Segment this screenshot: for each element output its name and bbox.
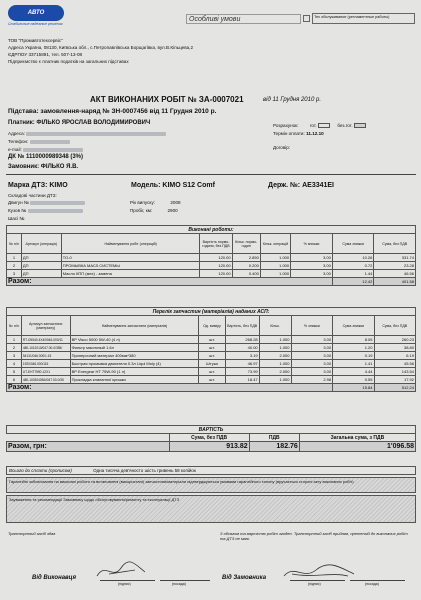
customer-sign-label: Від Замовника xyxy=(222,575,267,581)
noncash-label: без.гот. xyxy=(337,123,353,128)
works-total: 401.58 xyxy=(374,278,416,286)
cell: UT-EHT7590-12X1 xyxy=(21,368,70,376)
works-table xyxy=(6,225,416,286)
table-row xyxy=(7,360,416,368)
cell: 1.000 xyxy=(259,336,291,344)
plate-value: AE3341EI xyxy=(302,182,335,189)
cell: 18.47 xyxy=(225,376,259,384)
deadline-label: Термін оплати: xyxy=(273,131,305,136)
cell: ДП xyxy=(21,262,61,270)
company-address: Адреса Україна, 08130, Київська обл., с.Петропавлівська Борщагівка, вул.В.Кільцева,2 xyxy=(8,45,194,50)
cell: 1.20 xyxy=(333,344,374,352)
cell: 2.000 xyxy=(259,368,291,376)
cell: ТО-0 xyxy=(61,254,200,262)
payer-email-label: e-mail: xyxy=(8,147,22,152)
table-row xyxy=(7,254,416,262)
cell: 268.28 xyxy=(225,336,259,344)
email-redacted xyxy=(23,148,83,152)
works-col-rate: Вартість нормо-години, без ПДВ xyxy=(200,234,232,254)
works-total-label: Разом: xyxy=(7,278,333,286)
cell: RT-O5540-4X4/0046-000/11 xyxy=(21,336,70,344)
cell: 0.200 xyxy=(232,262,260,270)
cell: 1.44 xyxy=(332,270,374,278)
parts-col-sum: Сума, без ПДВ xyxy=(374,316,416,336)
remarks-box xyxy=(6,495,416,523)
cell: 0.19 xyxy=(333,352,374,360)
works-col-article: Артикул (операція) xyxy=(21,234,61,254)
table-row xyxy=(7,352,416,360)
deadline-value: 11.12.10 xyxy=(306,131,324,136)
cell: 1 xyxy=(7,336,22,344)
acceptance-note: З обсягом та вартістю робіт згоден. Транспортний засіб прийняв, претензій до виконаних робіт та ДТЗ не маю. xyxy=(220,531,408,541)
table-row xyxy=(7,270,416,278)
payer-phone-label: Телефон: xyxy=(8,139,29,144)
cell: 3.00 xyxy=(291,368,333,376)
cell: шт. xyxy=(199,376,225,384)
year-value: 2008 xyxy=(170,200,181,205)
executor-label: Від Виконавця xyxy=(32,575,77,581)
act-basis: Підстава: замовлення-наряд № ЗН-0007456 від 11 Грудня 2010 р. xyxy=(8,108,217,115)
divider xyxy=(6,174,416,175)
brand-label: Марка ДТЗ: xyxy=(8,182,48,189)
table-row xyxy=(7,262,416,270)
cell: 6.19 xyxy=(374,352,416,360)
company-block xyxy=(8,37,193,65)
cell: 260.23 xyxy=(374,336,416,344)
cell: Прокладка клапанної кришки xyxy=(70,376,199,384)
cell: 1.000 xyxy=(260,254,290,262)
parts-col-qty: Кільк. xyxy=(259,316,291,336)
cell: 6 xyxy=(7,376,22,384)
cost-col-vat: ПДВ xyxy=(249,434,299,442)
act-date: від 11 Грудня 2010 р. xyxy=(263,97,321,103)
cell: 3.00 xyxy=(291,352,333,360)
in-words-label: Всього до сплати (прописом) xyxy=(9,468,72,473)
payer-name: ФІЛЬКО ЯРОСЛАВ ВОЛОДИМИРОВИЧ xyxy=(36,120,151,126)
warranty-note: Гарантійні зобов'язання на виконані роботи та встановлені (використані) запчастини/матеріали підтверджуються умовами гарантійного талону (вручається стороні акту виконаних робіт) xyxy=(6,477,416,493)
works-col-num: № п/п xyxy=(7,234,22,254)
cell: шт. xyxy=(199,352,225,360)
cost-col-sum: Сума, без ПДВ xyxy=(169,434,249,442)
parts-col-article: Артикул запчастини (матеріалу) xyxy=(21,316,70,336)
table-row xyxy=(7,368,416,376)
cell: 8.05 xyxy=(333,336,374,344)
cell: 3.00 xyxy=(291,270,333,278)
cell: 120.00 xyxy=(200,270,232,278)
special-conditions: Особливі умови xyxy=(186,14,301,24)
executor-position-caption: (посада) xyxy=(172,582,186,586)
engine-redacted xyxy=(30,201,85,205)
cost-col-grand: Загальна сума, з ПДВ xyxy=(299,434,415,442)
parts-col-unit: Од. виміру xyxy=(199,316,225,336)
cell: 1.000 xyxy=(259,376,291,384)
cell: 23.28 xyxy=(374,262,416,270)
cell: 0.55 xyxy=(333,376,374,384)
executor-position-line[interactable] xyxy=(160,580,210,581)
table-row xyxy=(7,344,416,352)
parts-section-title: Перелік запчастин (матеріалів) наданих АСП: xyxy=(7,308,416,316)
cell: шт. xyxy=(199,336,225,344)
cell: 1.000 xyxy=(260,262,290,270)
customer-label: Замовник: xyxy=(8,164,40,170)
works-col-sum: Сума, без ПДВ xyxy=(374,234,416,254)
cash-checkbox[interactable] xyxy=(318,123,330,128)
cost-sum: 913.82 xyxy=(169,442,249,452)
year-label: Рік випуску: xyxy=(130,200,156,205)
cell: Проперочний матеріал 400мм*380 xyxy=(70,352,199,360)
executor-sign-caption: (підпис) xyxy=(118,582,131,586)
cell: 4 xyxy=(7,360,22,368)
body-redacted xyxy=(28,209,83,213)
works-col-ops: Кільк. операцій xyxy=(260,234,290,254)
parts-total-row xyxy=(7,384,416,392)
parts-table xyxy=(6,307,416,392)
cell: шт. xyxy=(199,368,225,376)
cost-total-label: Разом, грн: xyxy=(7,442,170,452)
cell: 3.00 xyxy=(291,344,333,352)
cell: 1.000 xyxy=(259,344,291,352)
cell: 3.00 xyxy=(291,336,333,344)
cell: 3 xyxy=(7,270,22,278)
customer-signature-icon xyxy=(282,562,357,582)
model-label: Модель: xyxy=(131,182,161,189)
in-words-value: Одна тисяча дев'яносто шість гривень 58 копійок xyxy=(93,468,196,473)
cell: Фильтр масляный 1.6л xyxy=(70,344,199,352)
cell: BP Visco 5000 5W-40 (4 л) xyxy=(70,336,199,344)
cell: Быстрая промывка двигателя 0.3л Liqui Moly (4) xyxy=(70,360,199,368)
cell: 2.98 xyxy=(291,376,333,384)
cell: 1.000 xyxy=(260,270,290,278)
cell: 17.92 xyxy=(374,376,416,384)
cost-table xyxy=(6,425,416,452)
settlement-label: Розрахунок: xyxy=(273,123,299,128)
customer-name: ФІЛЬКО Я.В. xyxy=(40,164,79,170)
works-section-title: Виконані роботи: xyxy=(7,226,416,234)
noncash-checkbox[interactable] xyxy=(354,123,366,128)
works-col-discount-pct: % знижки xyxy=(291,234,333,254)
cell: 143.54 xyxy=(374,368,416,376)
customer-position-line[interactable] xyxy=(350,580,405,581)
cell: ДП xyxy=(21,254,61,262)
cell: 3.19 xyxy=(225,352,259,360)
cell: 120.00 xyxy=(200,262,232,270)
parts-col-discount-pct: % знижки xyxy=(291,316,333,336)
cell: 3.00 xyxy=(291,360,333,368)
cell: 0.72 xyxy=(332,262,374,270)
cell: 46.97 xyxy=(225,360,259,368)
cell: 1.000 xyxy=(259,360,291,368)
company-taxpayer: Підприємство є платник податків на загальних підставах xyxy=(8,59,129,64)
cell: 2.000 xyxy=(259,352,291,360)
cell: 2 xyxy=(7,344,22,352)
cell: 480-1003040BA/047.00-0/35 xyxy=(21,376,70,384)
parts-col-price: Вартість, без ПДВ xyxy=(225,316,259,336)
cell: 5 xyxy=(7,368,22,376)
phone-redacted xyxy=(30,140,70,144)
cash-label: гот. xyxy=(309,123,317,128)
plate-label: Держ. №: xyxy=(268,182,301,189)
cell: 1.41 xyxy=(333,360,374,368)
cell: 1 xyxy=(7,254,22,262)
mileage-label: Пробіг, км: xyxy=(130,208,153,213)
cost-grand-total: 1'096.58 xyxy=(299,442,415,452)
cell: 3.00 xyxy=(291,262,333,270)
parts-col-name: Найменування запчастини (матеріалів) xyxy=(70,316,199,336)
cell: 331.74 xyxy=(374,254,416,262)
cell: 1920/046.000/115 xyxy=(21,360,70,368)
contract-label: Договір: xyxy=(273,145,291,150)
cell: 480-1012010/047.00-0/355/ xyxy=(21,344,70,352)
cell: 46.56 xyxy=(374,270,416,278)
works-col-discount-sum: Сума знижки xyxy=(332,234,374,254)
brand-value: KIMO xyxy=(49,182,68,189)
address-redacted xyxy=(26,132,166,136)
works-col-name: Найменування робіт (операцій) xyxy=(61,234,200,254)
executor-signature-icon xyxy=(95,558,150,582)
cell: 10.26 xyxy=(332,254,374,262)
cell: 4.44 xyxy=(333,368,374,376)
logo-subtitle: Стабильные надежные решения xyxy=(8,22,63,26)
cell: Масло КПП (мех) - замена xyxy=(61,270,200,278)
transport-handed-label: Транспортний засіб здав xyxy=(8,531,56,536)
parts-total-label: Разом: xyxy=(7,384,333,392)
discount-card: ДК № 1110000989348 (3%) xyxy=(8,154,84,160)
cell: 40.00 xyxy=(225,344,259,352)
cell: Штука xyxy=(199,360,225,368)
chassis-label: Шасі № xyxy=(8,216,25,221)
payer-address-label: Адреса: xyxy=(8,131,25,136)
parts-col-num: № п/п xyxy=(7,316,22,336)
table-row xyxy=(7,336,416,344)
cell: 54131/046.000/1.15 xyxy=(21,352,70,360)
parts-total: 512.24 xyxy=(374,384,416,392)
cell: 2 xyxy=(7,262,22,270)
service-checkbox[interactable] xyxy=(303,15,310,22)
cell: 3.00 xyxy=(291,254,333,262)
company-logo xyxy=(8,5,64,21)
vehicle-parts-label: Складові частини ДТЗ: xyxy=(8,193,57,198)
cell: 2.850 xyxy=(232,254,260,262)
service-type: Тех обслуживание (регламентные работы) xyxy=(312,13,415,24)
parts-col-discount-sum: Сума знижки xyxy=(333,316,374,336)
payer-label: Платник: xyxy=(8,120,35,126)
engine-label: Двигун № xyxy=(8,200,29,205)
logo-text: АВТО xyxy=(27,10,45,16)
cell: 0.400 xyxy=(232,270,260,278)
customer-position-caption: (посада) xyxy=(365,582,379,586)
cell: ПРОМЫВКА МАСЛ.СИСТЕМЫ xyxy=(61,262,200,270)
cost-section-title: ВАРТІСТЬ xyxy=(7,426,416,434)
parts-total-discount: 15.84 xyxy=(333,384,374,392)
cell: ДП xyxy=(21,270,61,278)
cell: 120.00 xyxy=(200,254,232,262)
works-total-discount: 12.42 xyxy=(332,278,374,286)
cell: BP Energear HT 75W-90 (1 л) xyxy=(70,368,199,376)
act-title: АКТ ВИКОНАНИХ РОБІТ № ЗА-0007021 xyxy=(90,95,244,104)
amount-in-words xyxy=(6,466,416,475)
cost-vat: 182.76 xyxy=(249,442,299,452)
cell: 73.99 xyxy=(225,368,259,376)
works-col-hours: Кільк. нормо-годин xyxy=(232,234,260,254)
cell: 38.80 xyxy=(374,344,416,352)
works-total-row xyxy=(7,278,416,286)
cell: 3 xyxy=(7,352,22,360)
company-edrpou: ЄДРПОУ 33715891, тел. 507-13-08 xyxy=(8,52,83,57)
body-label: Кузов № xyxy=(8,208,27,213)
mileage-value: 2900 xyxy=(167,208,178,213)
remarks-label: Зауваження та рекомендації Замовнику щодо обслуговування/ремонту та експлуатації ДТЗ xyxy=(9,497,180,502)
cell: 45.56 xyxy=(374,360,416,368)
customer-sign-caption: (підпис) xyxy=(308,582,321,586)
model-value: KIMO S12 Comf xyxy=(162,182,215,189)
table-row xyxy=(7,376,416,384)
cell: шт. xyxy=(199,344,225,352)
company-name: ТОВ "Промавтотехсервіс" xyxy=(8,38,63,43)
